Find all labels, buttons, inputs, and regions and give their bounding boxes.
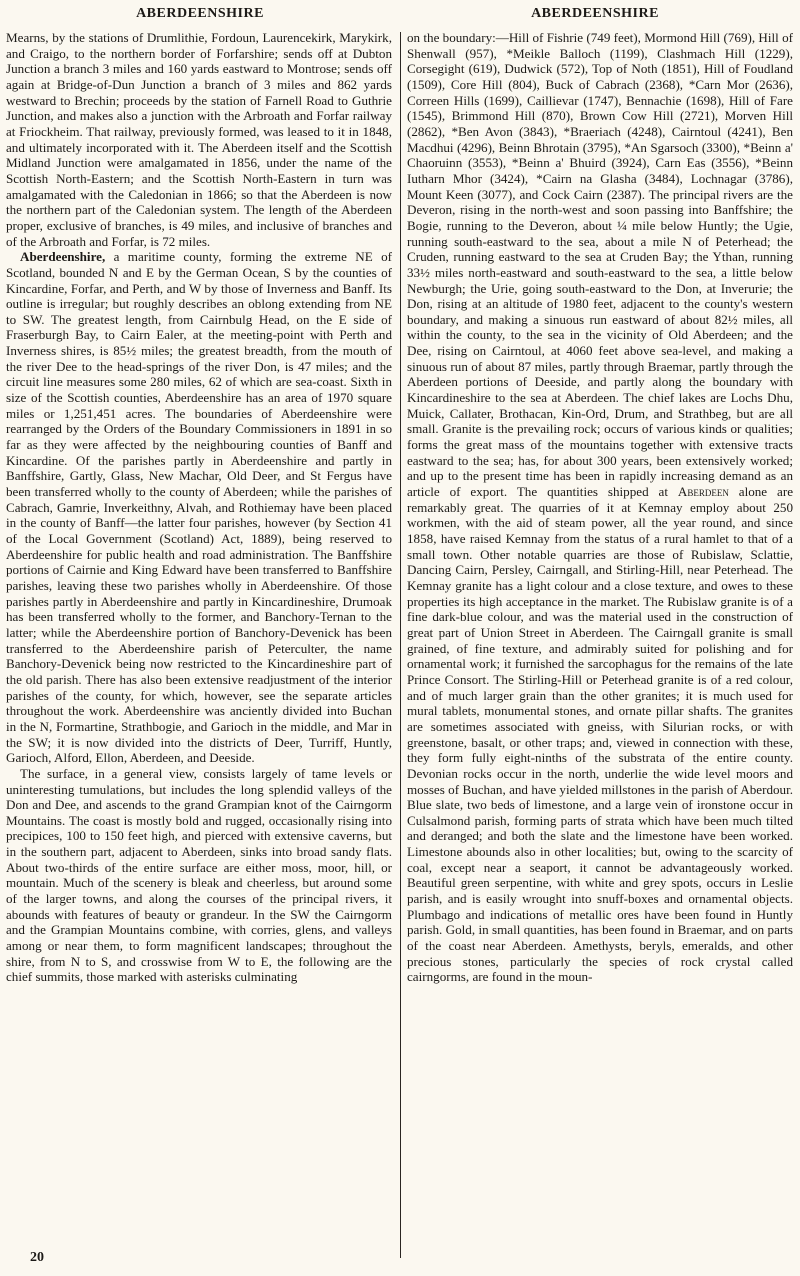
paragraph-railway-continuation: Mearns, by the stations of Drumlithie, Fordoun, Laurencekirk, Marykirk, and Craigo, to the northern border of Forfarshire; sends off at Dubton Junction a branch 3 miles and 160 yards eastward to Montrose; sends off again at Bridge-of-Dun Junction a branch of 3 miles and 862 yards westward to Brechin; proceeds by the station of Farnell Road to Guthrie Junction, and makes also a junction with the Arbroath and Forfar railway at Friockheim. That railway, previously formed, was leased to it in 1848, and ultimately incorporated with it. The Aberdeen itself and the Scottish Midland Junction were amalgamated in 1856, under the name of the Scottish North-Eastern; and the Scottish North-Eastern in turn was amalgamated with the Caledonian in 1866; so that the Aberdeen is now the northern part of the Caledonian system. The length of the Aberdeen proper, exclusive of branches, is 49 miles, and inclusive of branches and of the Arbroath and Forfar, is 72 miles.	[6, 30, 392, 249]
paragraph-summits-rivers-geology	[407, 30, 793, 985]
column-divider	[400, 32, 401, 1258]
page-number: 20	[30, 1250, 44, 1265]
left-column	[6, 30, 392, 1256]
summits-text: on the boundary:—Hill of Fishrie (749 feet), Mormond Hill (769), Hill of Shenwall (957), *Meikle Balloch (1199), Clashmach Hill (1229), Corsegight (619), Dudwick (572), Top of Noth (1851), Hill of Foudland (1509), Core Hill (804), Buck of Cabrach (2368), *Carn Mor (2636), Correen Hills (1699), Caillievar (1747), Bennachie (1698), Hill of Fare (1545), Brimmond Hill (870), Brown Cow Hill (2721), Morven Hill (2862), *Ben Avon (3843), *Braeriach (4248), Cairntoul (4241), Ben Macdhui (4296), Beinn Bhrotain (3795), *An Sgarsoch (3300), *Beinn a' Chaoruinn (3553), *Beinn a' Bhuird (3924), Carn Eas (3556), *Beinn Iutharn Mhor (3424), *Cairn na Glasha (3484), Lochnagar (3786), Mount Keen (3077), and Cock Cairn (2387). The principal rivers are the Deveron, rising in the north-west and soon passing into Banffshire; the Bogie, running to the Deveron, about ¼ mile below Huntly; the Ugie, running south-eastward to the sea, about a mile N of Peterhead; the Cruden, running eastward to the sea at Cruden Bay; the Ythan, running 33½ miles north-eastward and south-eastward to the sea, a little below Newburgh; the Urie, going south-eastward to the Don, at Inverurie; the Don, rising at an altitude of 1980 feet, adjacent to the county's western boundary, and making a sinuous run eastward of about 82½ miles, all within the county, to the sea in the vicinity of Old Aberdeen; and the Dee, rising on Cairntoul, at 4060 feet above sea-level, and making a sinuous run of about 87 miles, partly through Braemar, partly through the Aberdeen portions of Deeside, and partly along the boundary with Kincardineshire to the sea at Aberdeen. The chief lakes are Lochs Dhu, Muick, Callater, Brothacan, Kin-Ord, Drum, and Strathbeg, but are all small. Granite is the prevailing rock; occurs of various kinds or qualities; forms the great mass of the mountains together with extensive tracts eastward to the sea; has, for about 300 years, been extensively worked; and up to the present time has been in rapidly increasing demand as an article of export. The quantities shipped at	[407, 30, 793, 500]
paragraph-surface: The surface, in a general view, consists largely of tame levels or uninteresting tumulations, but includes the long splendid valleys of the Don and Dee, and ascends to the grand Grampian knot of the Cairngorm Mountains. The coast is mostly bold and rugged, occasionally rising into precipices, 100 to 150 feet high, and pierced with extensive caverns, but in the southern part, adjacent to Aberdeen, sinks into broad sandy flats. About two-thirds of the entire surface are either moss, moor, hill, or mountain. Much of the scenery is bleak and cheerless, but around some of the larger towns, and along the courses of the principal rivers, it abounds with features of beauty or grandeur. In the SW the Cairngorm and the Grampian Mountains combine, with corries, glens, and valleys among or near them, to form magnificent landscapes; throughout the shire, from N to S, and crosswise from W to E, the following are the chief summits, those marked with asterisks culminating	[6, 765, 392, 985]
running-head-right: ABERDEENSHIRE	[531, 6, 659, 21]
running-head-left: ABERDEENSHIRE	[136, 6, 264, 21]
entry-headword: Aberdeenshire,	[20, 249, 106, 265]
entry-intro-text: a maritime county, forming the extreme NE of Scotland, bounded N and E by the German Ocean, S by the counties of Kincardine, Forfar, and Perth, and W by those of Inverness and Banff. Its outline is irregular; but roughly describes an oblong extending from NE to SW. The greatest length, from Cairnbulg Head, on the E side of Fraserburgh Bay, to Cairn Ealer, at the meeting-point with Perth and Inverness shires, is 85½ miles; the greatest breadth, from the mouth of the river Dee to the head-springs of the river Don, is 47 miles; and the circuit line measures some 280 miles, 62 of which are sea-coast. Sixth in size of the Scottish counties, Aberdeenshire has an area of 1970 square miles or 1,251,451 acres. The boundaries of Aberdeenshire were rearranged by the Orders of the Boundary Commissioners in 1891 in so far as they were affected by the neighbouring counties of Banff and Kincardine. Of the parishes partly in Aberdeenshire and partly in Banffshire, Gartly, Glass, New Machar, Old Deer, and St Fergus have been transferred wholly to the county of Aberdeen; while the parishes of Cabrach, Gamrie, Inverkeithny, Alvah, and Rothiemay have been placed in the county of Banff—the latter four parishes, however (by Section 41 of the Local Government (Scotland) Act, 1889), being reserved to Aberdeenshire for public health and road administration. The Banffshire portions of Cairnie and King Edward have been transferred to Banffshire parishes, leaving these two parishes wholly in Aberdeenshire. Of those parishes partly in Aberdeenshire and partly in Kincardineshire, Drumoak has been transferred wholly to the former, and Banchory-Ternan to the latter; while the Aberdeenshire portion of Banchory-Devenick has been transferred to the Aberdeenshire parish of Peterculter, the name Banchory-Devenick being now restricted to the Kincardineshire part of the old parish. There has also been extensive readjustment of the interior parishes of the county, for which, however, see the separate articles throughout the work. Aberdeenshire was anciently divided into Buchan in the N, Formartine, Strathbogie, and Garioch in the middle, and Mar in the SW; it is now divided into the districts of Deer, Turriff, Huntly, Garioch, Alford, Ellon, Aberdeen, and Deeside.	[6, 249, 392, 766]
paragraph-aberdeenshire-intro	[6, 249, 392, 766]
geology-text: alone are remarkably great. The quarries of it at Kemnay employ about 250 workmen, with the aid of steam power, all the year round, and since 1858, have raised Kemnay from the status of a rural hamlet to that of a small town. Other notable quarries are those of Rubislaw, Sclattie, Dancing Cairn, Persley, Cairngall, and Stirling-Hill, near Peterhead. The Kemnay granite has a light colour and a close texture, and owes to these properties its high acceptance in the market. The Rubislaw granite is of a fine dark-blue colour, and was the material used in the construction of great part of Union Street in Aberdeen. The Cairngall granite is small grained, of fine texture, and admirably suited for polishing and for ornamental work; it furnished the sarcophagus for the remains of the late Prince Consort. The Stirling-Hill or Peterhead granite is of a red colour, and of much larger grain than the other granites; it is much used for mural tablets, monumental stones, and ornate pillar shafts. The granites are sometimes associated with gneiss, with Silurian rocks, or with greenstone, basalt, or other traps; and, viewed in connection with these, they form fully eight-ninths of the substrata of the entire county. Devonian rocks occur in the north, underlie the wide level moors and mosses of Buchan, and have yielded millstones in the parish of Aberdour. Blue slate, two beds of limestone, and a large vein of ironstone occur in Culsalmond parish, forming parts of strata which have been much tilted and deranged; and both the slate and the limestone have been worked. Limestone abounds also in other localities; but, owing to the scarcity of coal, except near a seaport, it cannot be advantageously worked. Beautiful green serpentine, with white and grey spots, occurs in Leslie parish, and is easily wrought into snuff-boxes and ornamental objects. Plumbago and indications of metallic ores have been found in Huntly parish. Gold, in small quantities, has been found in Braemar, and on parts of the coast near Aberdeen. Amethysts, beryls, emeralds, and other precious stones, particularly the species of rock crystal called cairngorms, are found in the moun-	[407, 484, 793, 985]
right-column	[407, 30, 793, 1256]
aberdeen-smallcaps: Aberdeen	[677, 484, 729, 500]
